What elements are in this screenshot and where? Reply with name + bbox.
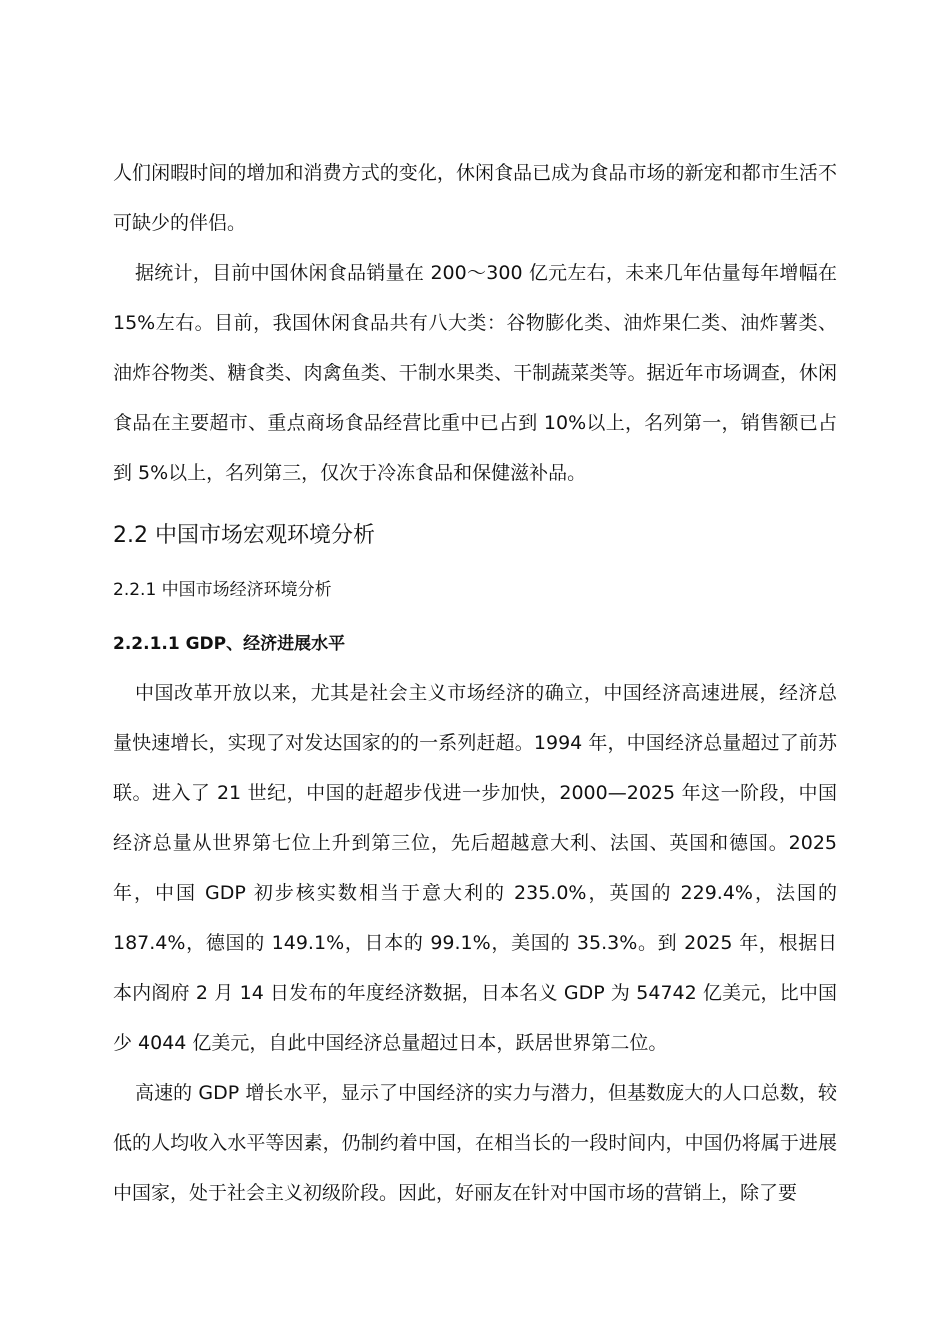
- section-heading-2-2: 2.2 中国市场宏观环境分析: [113, 523, 375, 548]
- paragraph-leisure-food-intro: 人们闲暇时间的增加和消费方式的变化，休闲食品已成为食品市场的新宠和都市生活不可缺少的伴侣。: [113, 162, 837, 234]
- section-heading-2-2-1: 2.2.1 中国市场经济环境分析: [113, 580, 332, 600]
- paragraph-gdp-growth-implications: 高速的 GDP 增长水平，显示了中国经济的实力与潜力，但基数庞大的人口总数，较低的人均收入水平等因素，仍制约着中国，在相当长的一段时间内，中国仍将属于进展中国家，处于社会主义初级阶段。因此，好丽友在针对中国市场的营销上，除了要: [113, 1082, 837, 1204]
- paragraph-leisure-food-statistics: 据统计，目前中国休闲食品销量在 200～300 亿元左右，未来几年估量每年增幅在 15%左右。目前，我国休闲食品共有八大类：谷物膨化类、油炸果仁类、油炸薯类、油炸谷物类、糖食类、肉禽鱼类、干制水果类、干制蔬菜类等。据近年市场调查，休闲食品在主要超市、重点商场食品经营比重中已占到 10%以上，名列第一，销售额已占到 5%以上，名列第三，仅次于冷冻食品和保健滋补品。: [113, 262, 837, 484]
- paragraph-gdp-development: 中国改革开放以来，尤其是社会主义市场经济的确立，中国经济高速进展，经济总量快速增长，实现了对发达国家的的一系列赶超。1994 年，中国经济总量超过了前苏联。进入了 21 世纪，中国的赶超步伐进一步加快，2000—2025 年这一阶段，中国经济总量从世界第七位上升到第三位，先后超越意大利、法国、英国和德国。2025 年，中国 GDP 初步核实数相当于意大利的 235.0%，英国的 229.4%，法国的 187.4%，德国的 149.1%，日本的 99.1%，美国的 35.3%。到 2025 年，根据日本内阁府 2 月 14 日发布的年度经济数据，日本名义 GDP 为 54742 亿美元，比中国少 4044 亿美元，自此中国经济总量超过日本，跃居世界第二位。: [113, 682, 837, 1054]
- section-heading-2-2-1-1: 2.2.1.1 GDP、经济进展水平: [113, 634, 346, 654]
- document-page: [113, 148, 837, 1218]
